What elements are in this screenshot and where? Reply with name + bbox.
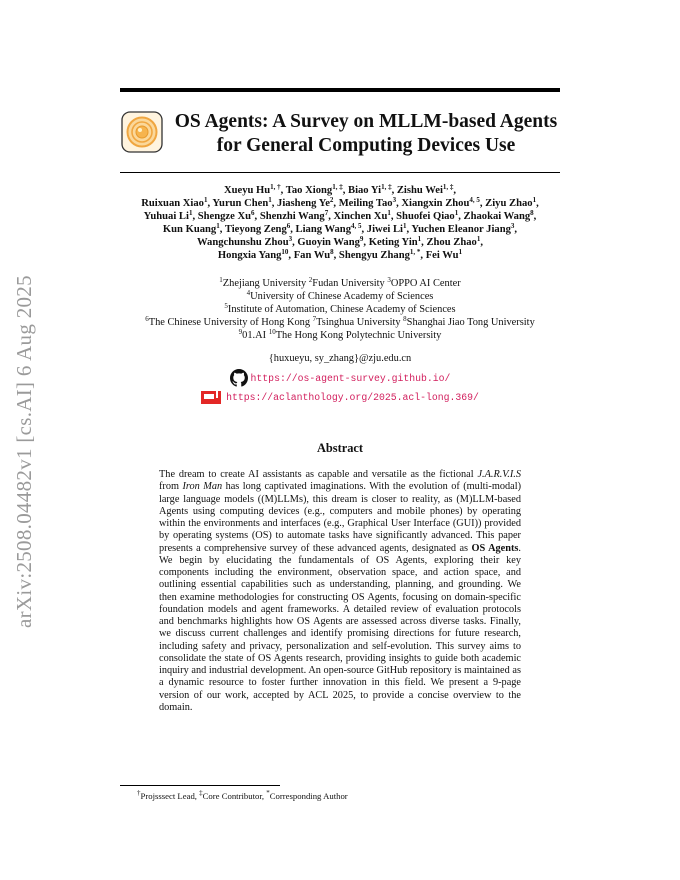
- author-affil-mark: 1: [188, 209, 193, 218]
- acl-link-row: [120, 391, 560, 404]
- author-affil-mark: 7: [324, 209, 329, 218]
- author-name: Yuchen Eleanor Jiang: [411, 224, 511, 235]
- author-affil-mark: 1: [268, 196, 272, 205]
- affiliation-mark: 3: [387, 276, 391, 285]
- author-affil-mark: 1: [387, 209, 391, 218]
- author-name: Yuhuai Li: [143, 211, 189, 222]
- author-line: Xueyu $Hu^{1, \dagger}$, Tao Xiong$^{1, \ddagger}$, Biao $Yi^{1, \ddagger}$, Zishu Wei$^{1, \ddagger}$,: [223, 183, 457, 196]
- affiliation-mark: 5: [224, 302, 228, 311]
- author-name: Keting Yin: [368, 237, 418, 248]
- affiliation-name: Institute of Automation, Chinese Academy of Sciences: [227, 304, 456, 315]
- affiliation-name: The Hong Kong Polytechnic University: [275, 330, 442, 341]
- affiliation-name: University of Chinese Academy of Sciences: [250, 291, 434, 302]
- author-name: Wangchunshu Zhou: [197, 237, 289, 248]
- author-name: Biao Yi: [348, 185, 382, 196]
- affiliation-mark: 6: [145, 315, 149, 324]
- author-name: Guoyin Wang: [297, 237, 360, 248]
- author-affil-mark: 4, 5: [469, 196, 480, 205]
- author-line: Ruixuan Xiao$^1$, Yurun Chen$^1$, Jiasheng Ye$^2$, Meiling Tao$^3$, Xiangxin Zhou$^{4, 5}$, Ziyu Zhao$^1$,: [141, 196, 539, 209]
- footnote-corr: Corresponding Author: [269, 791, 348, 801]
- author-affil-mark: 1, ‡: [332, 183, 343, 192]
- author-line: Yuhuai Li$^1$, Shengze Xu$^6$, Shenzhi Wang$^7$, Xinchen Xu$^1$, Shuofei Qiao$^1$, Zhaokai Wang$^8$,: [143, 209, 537, 222]
- author-affil-mark: 1: [203, 196, 208, 205]
- author-affil-mark: 3: [510, 222, 515, 231]
- footnote-core: Core Contributor,: [202, 791, 267, 801]
- author-affil-mark: 1: [454, 209, 459, 218]
- author-line: Hongxia Yang$^{10}$, Fan Wu$^8$, Shengyu Zhang$^{1, *}$, Fei Wu$^1$: [217, 248, 463, 261]
- top-rule: [120, 88, 560, 92]
- author-affil-mark: 1, ‡: [381, 183, 392, 192]
- author-name: Zishu Wei: [396, 185, 443, 196]
- affiliation-name: Zhejiang University: [222, 278, 309, 289]
- author-name: Ziyu Zhao: [485, 198, 533, 209]
- footnote-rule: [120, 785, 280, 786]
- title-line-1: OS Agents: A Survey on MLLM-based Agents: [174, 111, 558, 132]
- author-affil-mark: 9: [359, 235, 364, 244]
- author-affil-mark: 1: [476, 235, 481, 244]
- author-name: Meiling Tao: [338, 198, 393, 209]
- affiliation-line: [120, 290, 560, 303]
- author-name: Tieyong Zeng: [224, 224, 287, 235]
- author-line: Kun Kuang$^1$, Tieyong Zeng$^6$, Liang Wang$^{4, 5}$, Jiwei Li$^1$, Yuchen Eleanor Jiang$^3$,: [162, 222, 518, 235]
- affiliation-mark: 9: [238, 328, 243, 337]
- author-name: Zhou Zhao: [426, 237, 477, 248]
- footnote-mark-core: ‡: [199, 789, 203, 798]
- author-name: Xinchen Xu: [333, 211, 388, 222]
- abstract-heading: Abstract: [316, 441, 364, 455]
- author-affil-mark: 1, ‡: [442, 183, 454, 192]
- abstract-segment: from: [159, 481, 183, 493]
- affiliation-mark: 4: [246, 289, 251, 298]
- author-name: Fan Wu: [293, 250, 331, 261]
- affiliation-mark: 10: [268, 328, 276, 337]
- author-name: Shuofei Qiao: [396, 211, 455, 222]
- acl-url-link[interactable]: https://aclanthology.org/2025.acl-long.369/: [226, 392, 479, 403]
- author-name: Jiasheng Ye: [277, 198, 330, 209]
- author-affil-mark: 1: [532, 196, 537, 205]
- author-name: Xueyu Hu: [223, 185, 271, 196]
- footnote: [137, 791, 348, 801]
- footnote-lead: Projsssect Lead,: [140, 791, 200, 801]
- author-affil-mark: 1, *: [409, 248, 421, 257]
- author-affil-mark: 8: [330, 248, 334, 257]
- arxiv-stamp: arXiv:2508.04482v1 [cs.AI] 6 Aug 2025: [12, 275, 36, 628]
- author-affil-mark: 1: [458, 248, 463, 257]
- author-affil-mark: 4, 5: [351, 222, 362, 231]
- paper-title: [170, 110, 562, 158]
- author-name: Ruixuan Xiao: [141, 198, 204, 209]
- author-line: Wangchunshu Zhou$^3$, Guoyin Wang$^9$, Keting Yin$^1$, Zhou Zhao$^1$,: [197, 235, 483, 248]
- affiliation-line: [120, 303, 560, 316]
- abstract-segment: The dream to create AI assistants as capable and versatile as the fictional: [159, 469, 478, 480]
- abstract-segment: OS Agents: [471, 542, 519, 554]
- footnote-mark-corr: *: [266, 789, 270, 798]
- author-name: Tao Xiong: [285, 185, 333, 196]
- author-name: Yurun Chen: [212, 198, 269, 209]
- author-affil-mark: 1: [403, 222, 407, 231]
- author-name: Shenzhi Wang: [259, 211, 325, 222]
- contact-email: {huxueyu, sy_zhang}@zju.edu.cn: [268, 353, 412, 364]
- author-name: Xiangxin Zhou: [401, 198, 470, 209]
- footnote-mark-lead: †: [137, 789, 141, 798]
- author-affil-mark: 2: [329, 196, 334, 205]
- affiliation-line: [120, 316, 560, 329]
- affiliation-line: [120, 277, 560, 290]
- author-affil-mark: 1: [417, 235, 422, 244]
- abstract-segment: has long captivated imaginations. With the evolution of (multi-modal) large language models ((M)LLMs), this dream is closer to reality, as (M)LLM-based Agents using computing devices (e.g., computers and mobile phones) by operating within the environments and interfaces (e.g., Graphical User Interface (GUI)) provided by operating systems (OS) to automate tasks have significantly advanced. This paper presents a comprehensive survey of these advanced agents, designated as: [159, 481, 521, 554]
- abstract-text: [159, 469, 521, 714]
- affiliation-line: [120, 329, 560, 342]
- github-url-link[interactable]: https://os-agent-survey.github.io/: [250, 372, 451, 384]
- author-name: Zhaokai Wang: [463, 211, 531, 222]
- affiliation-name: Tsinghua University: [316, 317, 404, 328]
- affiliation-mark: 7: [312, 315, 317, 324]
- survey-logo: [121, 111, 163, 153]
- author-name: Shengze Xu: [197, 211, 252, 222]
- title-line-2: for General Computing Devices Use: [216, 135, 516, 156]
- acl-anthology-icon: [201, 391, 221, 404]
- author-affil-mark: 6: [286, 222, 291, 231]
- author-affil-mark: 6: [251, 209, 255, 218]
- author-name: Jiwei Li: [366, 224, 403, 235]
- author-affil-mark: 10: [281, 248, 289, 257]
- abstract-segment: J.A.R.V.I.S: [477, 469, 521, 480]
- affiliation-mark: 2: [308, 276, 313, 285]
- author-affil-mark: 8: [530, 209, 534, 218]
- author-affil-mark: 3: [288, 235, 293, 244]
- github-link-row: [120, 369, 560, 387]
- affiliation-list: [120, 277, 560, 342]
- affiliation-mark: 1: [219, 276, 223, 285]
- abstract-segment: . We begin by elucidating the fundamentals of OS Agents, exploring their key components including the environment, observation space, and action space, and outlining essential capabilities such as understanding, planning, and grounding. We then examine methodologies for constructing OS Agents, focusing on domain-specific foundation models and agent frameworks. A detailed review of evaluation protocols and benchmarks highlights how OS Agents are assessed across diverse tasks. Finally, we discuss current challenges and identify promising directions for future research, including safety and privacy, personalization and self-evolution. This survey aims to consolidate the state of OS Agents research, providing insights to guide both academic inquiry and industrial development. An open-source GitHub repository is maintained as a dynamic resource to foster further innovation in this field. We present a 9-page version of our work, accepted by ACL 2025, to provide a concise overview to the domain.: [159, 542, 521, 713]
- author-name: Shengyu Zhang: [338, 250, 410, 261]
- affiliation-name: Shanghai Jiao Tong University: [406, 317, 535, 328]
- abstract-segment: Iron Man: [182, 481, 223, 493]
- author-name: Fei Wu: [425, 250, 459, 261]
- author-name: Liang Wang: [295, 224, 351, 235]
- affiliation-mark: 8: [403, 315, 407, 324]
- affiliation-name: 01.AI: [242, 330, 269, 341]
- author-affil-mark: 1: [216, 222, 220, 231]
- github-icon: [230, 369, 248, 387]
- affiliation-name: OPPO AI Center: [390, 278, 461, 289]
- author-affil-mark: 3: [392, 196, 397, 205]
- author-name: Kun Kuang: [162, 224, 217, 235]
- title-bottom-rule: [120, 172, 560, 173]
- author-affil-mark: 1, †: [270, 183, 281, 192]
- author-list: [120, 184, 560, 262]
- affiliation-name: Fudan University: [312, 278, 388, 289]
- author-name: Hongxia Yang: [217, 250, 282, 261]
- affiliation-name: The Chinese University of Hong Kong: [148, 317, 313, 328]
